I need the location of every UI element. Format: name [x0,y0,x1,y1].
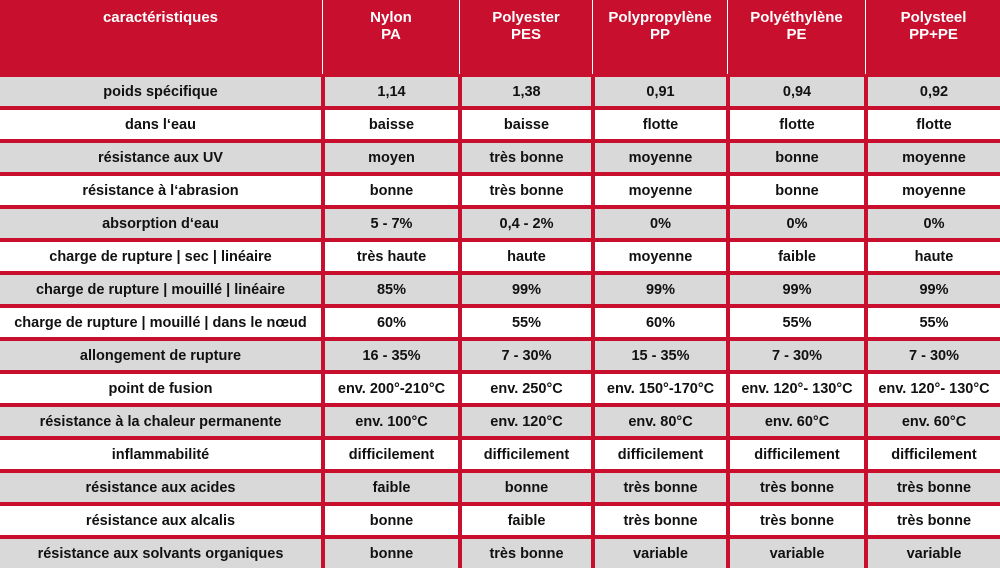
table-cell: 7 - 30% [868,341,1000,370]
table-cell: 0,92 [868,77,1000,106]
table-cell: env. 120°- 130°C [730,374,864,403]
table-cell: 0% [595,209,726,238]
table-cell: difficilement [595,440,726,469]
table-cell: très bonne [595,506,726,535]
table-cell: variable [868,539,1000,568]
table-cell: moyenne [595,143,726,172]
table-cell: 85% [325,275,458,304]
column-header-line1: Polypropylène [608,9,712,26]
column-header-line2: PP [649,26,670,43]
table-cell: baisse [462,110,591,139]
table-cell: bonne [325,506,458,535]
row-label: résistance à l‘abrasion [0,176,321,205]
row-label: résistance aux alcalis [0,506,321,535]
table-cell: très bonne [730,506,864,535]
table-cell: 0,91 [595,77,726,106]
table-cell: faible [730,242,864,271]
table-cell: 99% [868,275,1000,304]
row-label: charge de rupture | sec | linéaire [0,242,321,271]
row-label: charge de rupture | mouillé | dans le nœud [0,308,321,337]
table-cell: flotte [730,110,864,139]
table-cell: moyenne [868,143,1000,172]
table-cell: moyenne [868,176,1000,205]
table-cell: très bonne [462,143,591,172]
header-divider [727,0,728,74]
table-cell: 0% [868,209,1000,238]
column-header-line1: caractéristiques [102,9,219,26]
column-header-line2: PE [786,26,807,43]
table-cell: env. 120°C [462,407,591,436]
row-label: charge de rupture | mouillé | linéaire [0,275,321,304]
table-cell: 1,14 [325,77,458,106]
table-cell: flotte [595,110,726,139]
row-label: poids spécifique [0,77,321,106]
table-cell: 16 - 35% [325,341,458,370]
row-label: absorption d‘eau [0,209,321,238]
table-cell: très bonne [462,176,591,205]
table-cell: env. 250°C [462,374,591,403]
table-cell: faible [462,506,591,535]
table-cell: bonne [730,143,864,172]
table-cell: 99% [730,275,864,304]
table-cell: 7 - 30% [730,341,864,370]
table-cell: 60% [325,308,458,337]
table-cell: difficilement [325,440,458,469]
table-cell: env. 120°- 130°C [868,374,1000,403]
column-header-line2: PP+PE [909,26,958,43]
table-cell: bonne [730,176,864,205]
table-cell: moyenne [595,242,726,271]
table-cell: 55% [868,308,1000,337]
table-cell: env. 60°C [868,407,1000,436]
column-header-2 [461,0,591,74]
row-label: dans l‘eau [0,110,321,139]
table-cell: très bonne [462,539,591,568]
header-divider [592,0,593,74]
row-label: point de fusion [0,374,321,403]
header-divider [322,0,323,74]
table-cell: 99% [595,275,726,304]
row-label: résistance à la chaleur permanente [0,407,321,436]
column-header-1 [324,0,458,74]
column-header-line1: Polyester [492,9,560,26]
table-cell: bonne [325,176,458,205]
table-cell: très bonne [868,506,1000,535]
table-cell: très bonne [595,473,726,502]
row-label: résistance aux acides [0,473,321,502]
table-cell: 0% [730,209,864,238]
table-cell: 55% [462,308,591,337]
row-label: résistance aux solvants organiques [0,539,321,568]
table-cell: bonne [462,473,591,502]
column-header-line1: Nylon [370,9,412,26]
table-cell: env. 150°-170°C [595,374,726,403]
table-cell: 15 - 35% [595,341,726,370]
table-cell: 7 - 30% [462,341,591,370]
row-label: résistance aux UV [0,143,321,172]
column-header-4 [729,0,864,74]
table-cell: env. 60°C [730,407,864,436]
column-header-line1: Polyéthylène [750,9,843,26]
table-cell: baisse [325,110,458,139]
column-header-line1: Polysteel [900,9,967,26]
table-cell: 60% [595,308,726,337]
row-label: inflammabilité [0,440,321,469]
table-cell: env. 80°C [595,407,726,436]
header-divider [865,0,866,74]
column-header-line2: PA [381,26,401,43]
table-cell: 5 - 7% [325,209,458,238]
table-cell: variable [730,539,864,568]
table-cell: 0,4 - 2% [462,209,591,238]
table-cell: moyen [325,143,458,172]
column-header-line2: PES [510,26,541,43]
table-cell: bonne [325,539,458,568]
column-header-0 [0,0,321,74]
table-cell: 55% [730,308,864,337]
table-cell: 0,94 [730,77,864,106]
table-cell: difficilement [462,440,591,469]
table-cell: flotte [868,110,1000,139]
table-cell: très bonne [730,473,864,502]
header-divider [459,0,460,74]
table-cell: moyenne [595,176,726,205]
table-cell: difficilement [730,440,864,469]
table-cell: 1,38 [462,77,591,106]
row-label: allongement de rupture [0,341,321,370]
table-cell: très bonne [868,473,1000,502]
table-cell: env. 200°-210°C [325,374,458,403]
column-header-5 [867,0,1000,74]
table-cell: haute [868,242,1000,271]
table-cell: haute [462,242,591,271]
table-cell: très haute [325,242,458,271]
table-cell: env. 100°C [325,407,458,436]
table-cell: 99% [462,275,591,304]
table-cell: faible [325,473,458,502]
table-cell: variable [595,539,726,568]
table-cell: difficilement [868,440,1000,469]
column-header-3 [594,0,726,74]
